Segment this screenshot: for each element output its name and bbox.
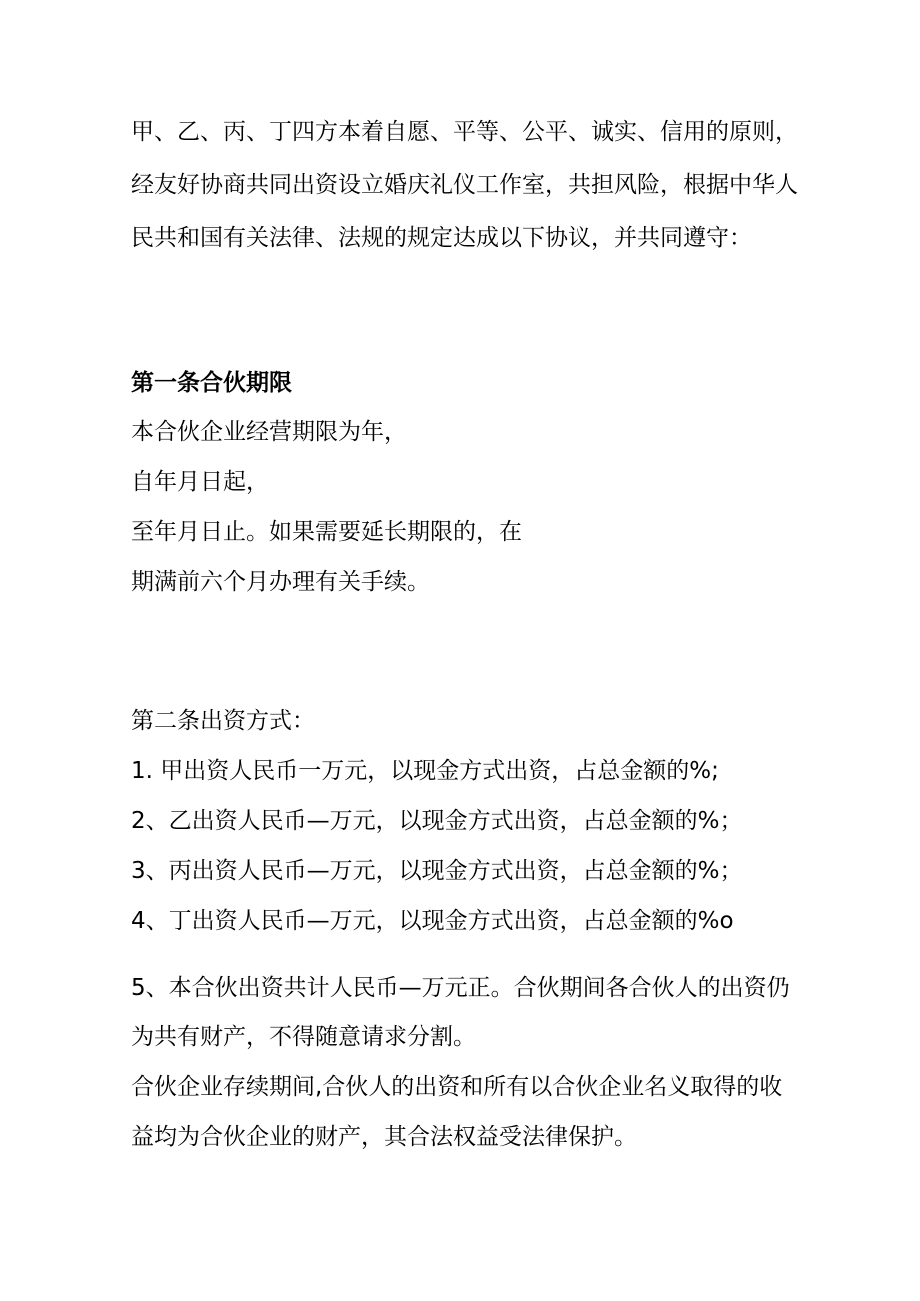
article-1-line-4: 期满前六个月办理有关手续。: [131, 569, 430, 595]
article-2-paragraph-6-line-2: 益均为合伙企业的财产，其合法权益受法律保护。: [131, 1124, 637, 1150]
article-1-heading: 第一条合伙期限: [131, 370, 292, 396]
article-2-item-3: 3、丙出资人民币—万元，以现金方式出资，占总金额的%；: [131, 858, 743, 884]
article-2-item-4: 4、丁出资人民币—万元，以现金方式出资，占总金额的%o: [131, 908, 734, 934]
preamble-line-2: 经友好协商共同出资设立婚庆礼仪工作室，共担风险，根据中华人: [131, 172, 798, 198]
preamble-line-1: 甲、乙、丙、丁四方本着自愿、平等、公平、诚实、信用的原则，: [131, 119, 798, 145]
article-2-heading: 第二条出资方式：: [131, 708, 315, 734]
article-2-paragraph-5-line-1: 5、本合伙出资共计人民币—万元正。合伙期间各合伙人的出资仍: [131, 975, 790, 1001]
article-2-paragraph-6-line-1: 合伙企业存续期间,合伙人的出资和所有以合伙企业名义取得的收: [131, 1074, 783, 1100]
article-1-line-1: 本合伙企业经营期限为年，: [131, 419, 407, 445]
article-2-item-1: 1. 甲出资人民币一万元，以现金方式出资，占总金额的%;: [131, 758, 719, 784]
article-1-line-3: 至年月日止。如果需要延长期限的，在: [131, 519, 522, 545]
article-1-line-2: 自年月日起，: [131, 469, 269, 495]
preamble-line-3: 民共和国有关法律、法规的规定达成以下协议，并共同遵守：: [131, 225, 752, 251]
article-2-paragraph-5-line-2: 为共有财产，不得随意请求分割。: [131, 1024, 476, 1050]
article-2-item-2: 2、乙出资人民币—万元，以现金方式出资，占总金额的%；: [131, 808, 743, 834]
